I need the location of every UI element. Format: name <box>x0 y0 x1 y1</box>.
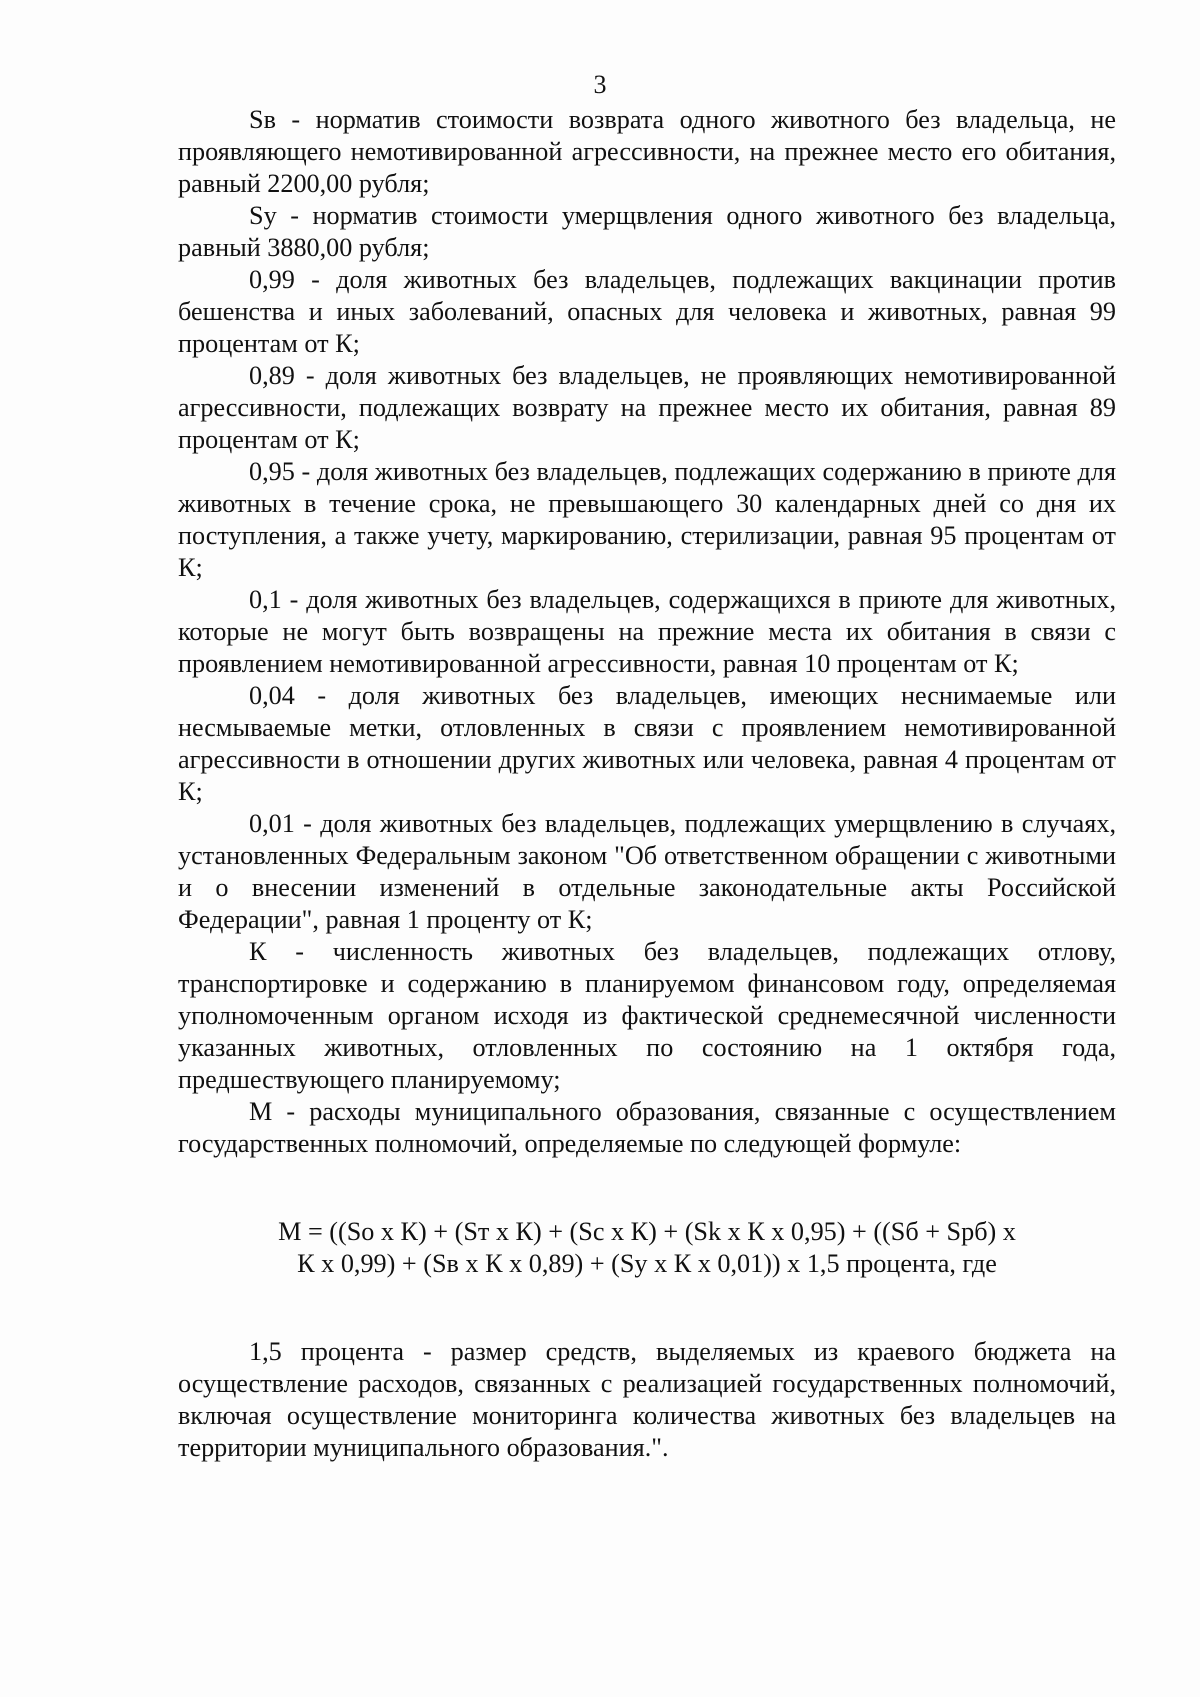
page-number: 3 <box>593 70 607 99</box>
paragraph-coef-099: 0,99 - доля животных без владельцев, подлежащих вакцинации против бешенства и иных заболеваний, опасных для человека и животных, равная 99 процентам от К; <box>178 265 1116 358</box>
formula-line-2: К х 0,99) + (Sв х К х 0,89) + (Sу х К х 0,01)) х 1,5 процента, где <box>297 1249 997 1278</box>
paragraph-coef-01: 0,1 - доля животных без владельцев, содержащихся в приюте для животных, которые не могут быть возвращены на прежние места их обитания в связи с проявлением немотивированной агрессивности, равная 10 процентам от К; <box>178 585 1116 678</box>
paragraph-coef-001: 0,01 - доля животных без владельцев, подлежащих умерщвлению в случаях, установленных Федеральным законом "Об ответственном обращении с животными и о внесении изменений в отдельные законодательные акты Российской Федерации", равная 1 проценту от К; <box>178 809 1116 934</box>
paragraph-coef-089: 0,89 - доля животных без владельцев, не проявляющих немотивированной агрессивности, подлежащих возврату на прежнее место их обитания, равная 89 процентам от К; <box>178 361 1116 454</box>
document-body <box>178 104 1116 1464</box>
paragraph-su-definition: Sу - норматив стоимости умерщвления одного животного без владельца, равный 3880,00 рубля; <box>178 201 1116 262</box>
paragraph-coef-095: 0,95 - доля животных без владельцев, подлежащих содержанию в приюте для животных в течение срока, не превышающего 30 календарных дней со дня их поступления, а также учету, маркированию, стерилизации, равная 95 процентам от К; <box>178 457 1116 582</box>
paragraph-m-definition: М - расходы муниципального образования, связанные с осуществлением государственных полномочий, определяемые по следующей формуле: <box>178 1097 1116 1158</box>
paragraph-k-definition: К - численность животных без владельцев, подлежащих отлову, транспортировке и содержанию в планируемом финансовом году, определяемая уполномоченным органом исходя из фактической среднемесячной численности указанных животных, отловленных по состоянию на 1 октября года, предшествующего планируемому; <box>178 937 1116 1094</box>
paragraph-coef-004: 0,04 - доля животных без владельцев, имеющих неснимаемые или несмываемые метки, отловленных в связи с проявлением немотивированной агрессивности в отношении других животных или человека, равная 4 процентам от К; <box>178 681 1116 806</box>
paragraph-sv-definition: Sв - норматив стоимости возврата одного животного без владельца, не проявляющего немотивированной агрессивности, на прежнее место его обитания, равный 2200,00 рубля; <box>178 105 1116 198</box>
paragraph-closing: 1,5 процента - размер средств, выделяемых из краевого бюджета на осуществление расходов, связанных с реализацией государственных полномочий, включая осуществление мониторинга количества животных без владельцев на территории муниципального образования.". <box>178 1337 1116 1462</box>
formula-block <box>178 1216 1116 1280</box>
formula-line-1: М = ((Sо х К) + (Sт х К) + (Sс х К) + (Sk х К х 0,95) + ((Sб + Sрб) х <box>278 1217 1016 1246</box>
